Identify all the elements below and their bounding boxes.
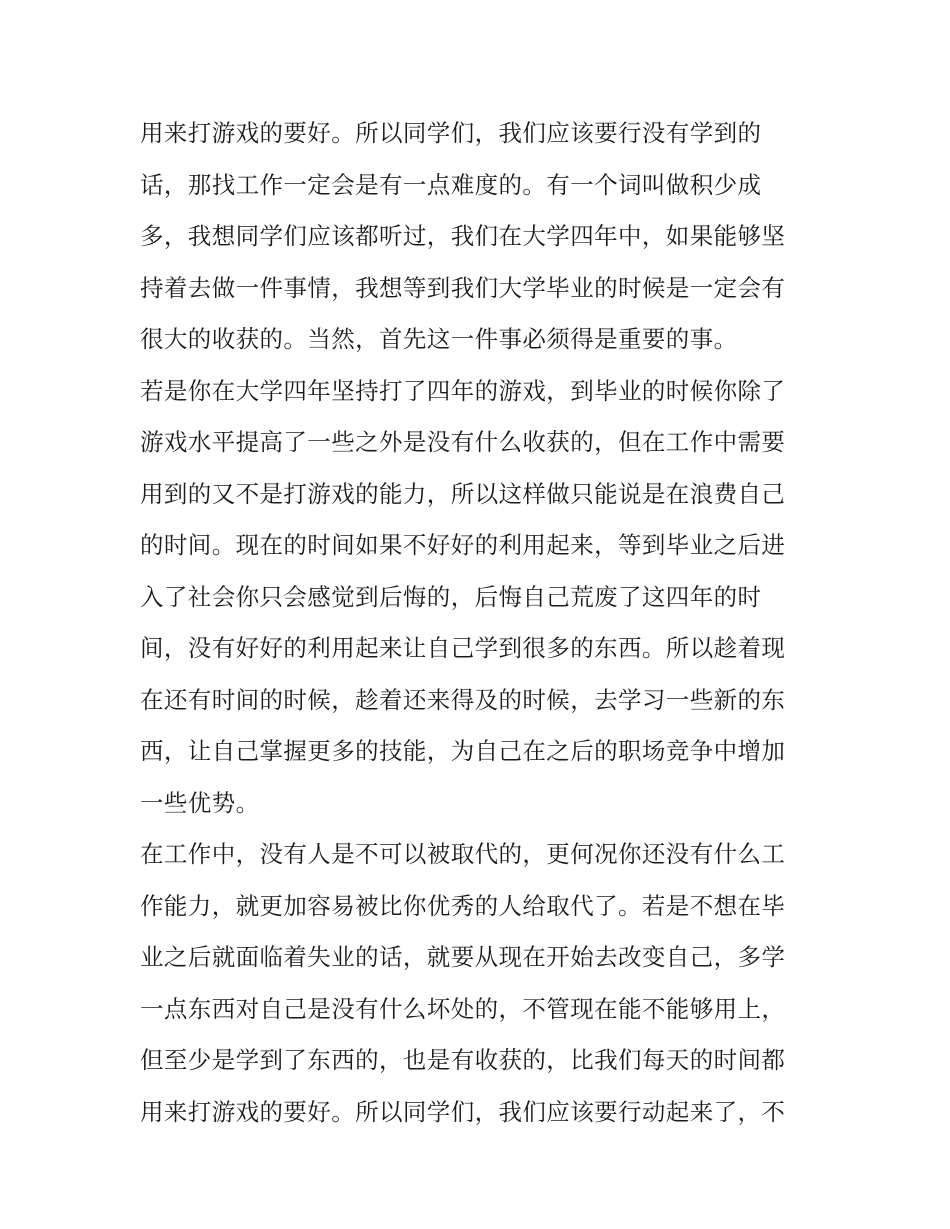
text-line: 一些优势。 xyxy=(140,788,260,817)
text-line: 游戏水平提高了一些之外是没有什么收获的，但在工作中需要 xyxy=(140,428,786,456)
text-line: 西，让自己掌握更多的技能，为自己在之后的职场竞争中增加 xyxy=(140,737,786,765)
body-text xyxy=(140,108,820,1138)
text-line: 用来打游戏的要好。所以同学们，我们应该要行没有学到的 xyxy=(140,119,762,147)
text-line: 若是你在大学四年坚持打了四年的游戏，到毕业的时候你除了 xyxy=(140,376,786,405)
text-line: 的时间。现在的时间如果不好好的利用起来，等到毕业之后进 xyxy=(140,531,786,559)
text-line: 用来打游戏的要好。所以同学们，我们应该要行动起来了，不 xyxy=(140,1097,786,1126)
text-line: 作能力，就更加容易被比你优秀的人给取代了。若是不想在毕 xyxy=(140,891,786,920)
text-line: 话，那找工作一定会是有一点难度的。有一个词叫做积少成 xyxy=(140,170,762,199)
text-line: 业之后就面临着失业的话，就要从现在开始去改变自己，多学 xyxy=(140,943,786,971)
text-line: 一点东西对自己是没有什么坏处的，不管现在能不能够用上， xyxy=(140,994,786,1023)
text-line: 入了社会你只会感觉到后悔的，后悔自己荒废了这四年的时 xyxy=(140,582,762,611)
text-line: 多，我想同学们应该都听过，我们在大学四年中，如果能够坚 xyxy=(140,222,786,250)
text-line: 间，没有好好的利用起来让自己学到很多的东西。所以趁着现 xyxy=(140,634,786,662)
text-line: 持着去做一件事情，我想等到我们大学毕业的时候是一定会有 xyxy=(140,273,786,302)
text-line: 但至少是学到了东西的，也是有收获的，比我们每天的时间都 xyxy=(140,1046,786,1074)
text-line: 很大的收获的。当然，首先这一件事必须得是重要的事。 xyxy=(140,325,738,353)
text-line: 用到的又不是打游戏的能力，所以这样做只能说是在浪费自己 xyxy=(140,479,786,508)
text-line: 在工作中，没有人是不可以被取代的，更何况你还没有什么工 xyxy=(140,840,786,868)
text-line: 在还有时间的时候，趁着还来得及的时候，去学习一些新的东 xyxy=(140,685,786,714)
